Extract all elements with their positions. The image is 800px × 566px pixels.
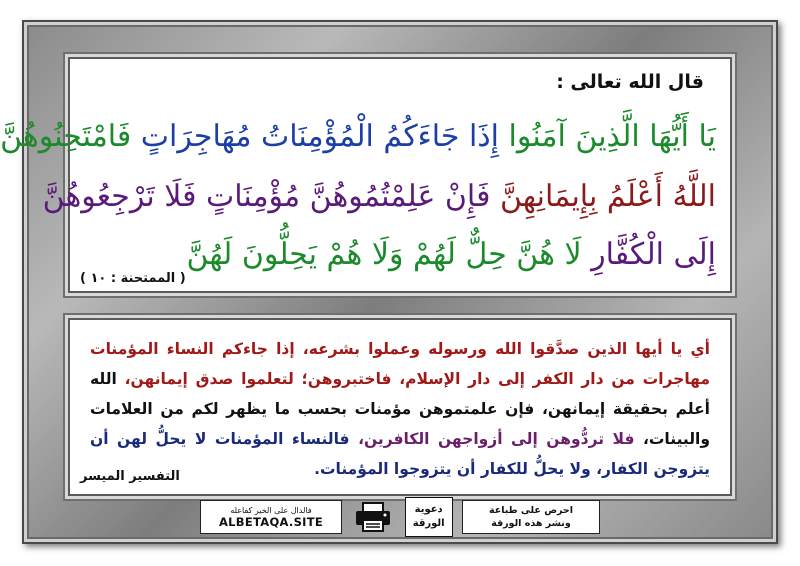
- tafsir-panel: [68, 318, 732, 496]
- footer-bar: [200, 497, 600, 537]
- verse-line-3: [84, 235, 716, 275]
- logo-line-1: دعوية: [414, 504, 443, 515]
- logo-line-2: الورقة: [412, 518, 445, 529]
- tafsir-segment-4: فلا تردُّوهن إلى أزواجهن الكافرين،: [349, 430, 635, 448]
- print-note-line-2: ونشر هذه الورقة: [491, 518, 571, 529]
- print-note-line-1: احرص على طباعة: [488, 505, 573, 516]
- verse-line-1-part-1: يَا أَيُّهَا الَّذِينَ آمَنُوا: [499, 119, 716, 154]
- site-caption: فالدال على الخير كفاعله: [230, 505, 312, 515]
- tafsir-text: [90, 334, 710, 484]
- verse-heading: قال الله تعالى :: [556, 71, 704, 93]
- verse-panel: [0, 57, 732, 293]
- print-note: [462, 500, 600, 534]
- site-badge[interactable]: [200, 500, 342, 534]
- verse-line-2: [42, 177, 716, 217]
- tafsir-segment-3: فإن علمتموهن مؤمنات بحسب ما يظهر لكم من العلامات والبينات،: [90, 400, 710, 448]
- tafsir-segment-2: الله أعلم بحقيقة إيمانهن،: [90, 370, 710, 418]
- verse-line-1: [0, 117, 716, 157]
- verse-line-1-part-3: فَامْتَحِنُوهُنَّ: [0, 119, 132, 154]
- verse-line-3-part-2: لَا هُنَّ حِلٌّ لَهُمْ وَلَا هُمْ يَحِلُّونَ لَهُنَّ: [186, 237, 582, 272]
- site-url[interactable]: ALBETAQA.SITE: [218, 514, 324, 529]
- tafsir-segment-5: فالنساء المؤمنات لا يحلُّ لهن أن يتزوجن الكفار، ولا يحلُّ للكفار أن يتزوجوا المؤمنات.: [90, 430, 710, 478]
- verse-reference: ( الممتحنة : ١٠ ): [80, 271, 186, 286]
- dawah-logo: [405, 497, 453, 537]
- tafsir-segment-1: أي يا أيها الذين صدَّقوا الله ورسوله وعملوا بشرعه، إذا جاءكم النساء المؤمنات مهاجرات من دار الكفر إلى دار الإسلام، فاختبروهن؛ لتعلموا صدق إيمانهن،: [90, 340, 710, 388]
- verse-line-1-part-2: إِذَا جَاءَكُمُ الْمُؤْمِنَاتُ مُهَاجِرَاتٍ: [131, 119, 499, 154]
- printer-icon: [351, 499, 395, 535]
- verse-line-2-part-2: فَإِنْ عَلِمْتُمُوهُنَّ مُؤْمِنَاتٍ فَلَا تَرْجِعُوهُنَّ: [42, 179, 491, 214]
- verse-line-2-part-1: اللَّهُ أَعْلَمُ بِإِيمَانِهِنَّ: [490, 179, 716, 214]
- verse-line-3-part-1: إِلَى الْكُفَّارِ: [581, 237, 716, 272]
- tafsir-source: التفسير الميسر: [80, 469, 180, 484]
